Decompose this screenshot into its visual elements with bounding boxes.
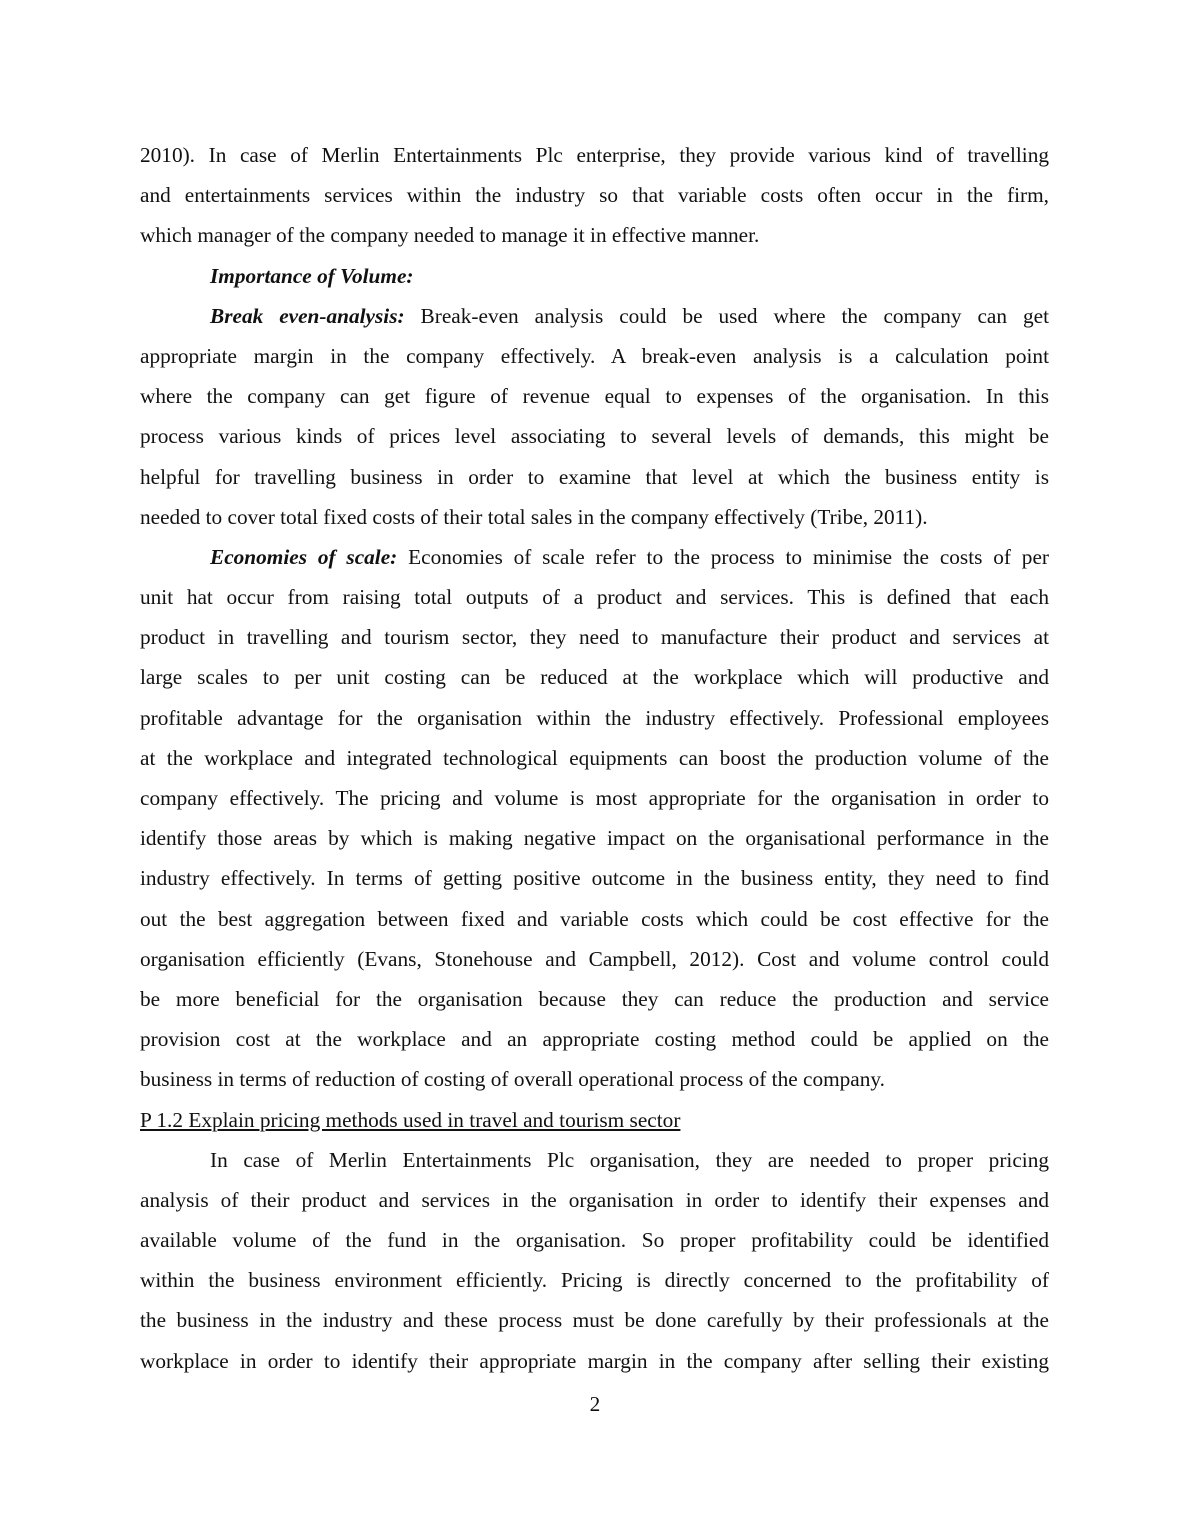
text-line — [140, 778, 1049, 818]
line-text: Break-even analysis could be used where the company can get — [404, 303, 1049, 328]
text-line — [140, 738, 1049, 778]
line-text: workplace in order to identify their appropriate margin in the company after selling their existing — [140, 1348, 1049, 1373]
text-line — [140, 416, 1049, 456]
text-line — [140, 175, 1049, 215]
text-line — [140, 577, 1049, 617]
text-line — [140, 1341, 1049, 1381]
line-text: out the best aggregation between fixed and variable costs which could be cost effective for the — [140, 906, 1049, 931]
text-line — [140, 698, 1049, 738]
document-body — [140, 135, 1049, 1381]
line-text: be more beneficial for the organisation because they can reduce the production and service — [140, 986, 1049, 1011]
text-line — [140, 1059, 1049, 1099]
line-text: needed to cover total fixed costs of their total sales in the company effectively (Tribe, 2011). — [140, 504, 928, 529]
line-text: the business in the industry and these process must be done carefully by their professionals at the — [140, 1308, 1049, 1333]
line-text: product in travelling and tourism sector, they need to manufacture their product and services at — [140, 625, 1049, 650]
text-line — [140, 336, 1049, 376]
text-line — [140, 1260, 1049, 1300]
text-line — [140, 537, 1049, 577]
text-line — [140, 939, 1049, 979]
text-line — [140, 256, 1049, 296]
line-text: within the business environment efficiently. Pricing is directly concerned to the profitability of — [140, 1268, 1049, 1293]
line-text: large scales to per unit costing can be reduced at the workplace which will productive and — [140, 665, 1049, 690]
line-text: business in terms of reduction of costing of overall operational process of the company. — [140, 1067, 885, 1092]
line-text: identify those areas by which is making negative impact on the organisational performance in the — [140, 826, 1049, 851]
text-line — [140, 818, 1049, 858]
page-number: 2 — [589, 1392, 601, 1416]
line-text: and entertainments services within the industry so that variable costs often occur in the firm, — [140, 183, 1049, 208]
text-line — [140, 296, 1049, 336]
text-line — [140, 979, 1049, 1019]
bold-italic-label: Break even-analysis: — [210, 303, 405, 328]
section-heading — [140, 1100, 1049, 1140]
paragraph — [140, 296, 1049, 537]
text-line — [140, 215, 1049, 255]
text-line — [140, 1300, 1049, 1340]
subheading — [140, 256, 1049, 296]
line-text: In case of Merlin Entertainments Plc organisation, they are needed to proper pricing — [210, 1147, 1049, 1172]
bold-italic-label: Economies of scale: — [210, 544, 398, 569]
text-line — [140, 899, 1049, 939]
line-text: which manager of the company needed to manage it in effective manner. — [140, 223, 760, 248]
text-line — [140, 858, 1049, 898]
paragraph — [140, 1140, 1049, 1381]
line-text: available volume of the fund in the organisation. So proper profitability could be identified — [140, 1228, 1049, 1253]
text-line — [140, 657, 1049, 697]
line-text: where the company can get figure of revenue equal to expenses of the organisation. In this — [140, 384, 1049, 409]
line-text: profitable advantage for the organisation within the industry effectively. Professional employees — [140, 705, 1049, 730]
paragraph — [140, 537, 1049, 1100]
bold-italic-label: Importance of Volume: — [210, 263, 414, 288]
text-line — [140, 1100, 1049, 1140]
line-text: P 1.2 Explain pricing methods used in travel and tourism sector — [140, 1107, 681, 1132]
line-text: at the workplace and integrated technological equipments can boost the production volume of the — [140, 745, 1049, 770]
text-line — [140, 617, 1049, 657]
text-line — [140, 1140, 1049, 1180]
line-text: 2010). In case of Merlin Entertainments Plc enterprise, they provide various kind of travelling — [140, 143, 1049, 167]
paragraph — [140, 135, 1049, 256]
line-text: analysis of their product and services in the organisation in order to identify their expenses and — [140, 1187, 1049, 1212]
line-text: company effectively. The pricing and volume is most appropriate for the organisation in order to — [140, 786, 1049, 810]
line-text: process various kinds of prices level associating to several levels of demands, this might be — [140, 424, 1049, 449]
line-text: industry effectively. In terms of getting positive outcome in the business entity, they need to find — [140, 866, 1049, 891]
line-text: Economies of scale refer to the process to minimise the costs of per — [397, 544, 1049, 569]
line-text: provision cost at the workplace and an appropriate costing method could be applied on the — [140, 1027, 1049, 1052]
text-line — [140, 135, 1049, 175]
line-text: helpful for travelling business in order to examine that level at which the business entity is — [140, 464, 1049, 489]
text-line — [140, 1180, 1049, 1220]
line-text: appropriate margin in the company effectively. A break-even analysis is a calculation point — [140, 343, 1049, 368]
text-line — [140, 376, 1049, 416]
text-line — [140, 1220, 1049, 1260]
line-text: unit hat occur from raising total outputs of a product and services. This is defined that each — [140, 585, 1049, 610]
text-line — [140, 497, 1049, 537]
text-line — [140, 457, 1049, 497]
line-text: organisation efficiently (Evans, Stonehouse and Campbell, 2012). Cost and volume control could — [140, 946, 1049, 971]
text-line — [140, 1019, 1049, 1059]
